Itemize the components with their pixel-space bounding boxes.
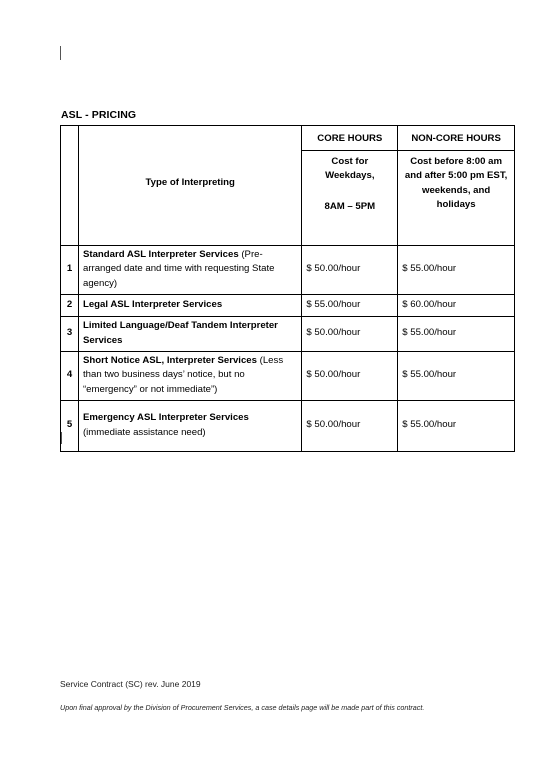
header-noncore-line1: Cost before 8:00 am <box>410 156 502 167</box>
service-description <box>78 351 301 400</box>
header-core-cost <box>302 151 398 246</box>
header-noncore-hours: NON-CORE HOURS <box>398 126 515 151</box>
pricing-table <box>60 125 515 452</box>
service-detail: (immediate assistance need) <box>82 426 206 438</box>
core-price: $ 50.00/hour <box>302 316 398 351</box>
core-price: $ 50.00/hour <box>302 400 398 451</box>
header-core-cost-line2: Weekdays, <box>325 170 375 182</box>
service-name: Standard ASL Interpreter Services <box>82 248 239 260</box>
table-row <box>61 351 515 400</box>
table-row <box>61 245 515 294</box>
service-detail: (Pre-arranged date and time with requesting State agency) <box>82 248 275 289</box>
header-core-hours: CORE HOURS <box>302 126 398 151</box>
row-number: 1 <box>61 245 79 294</box>
row-number: 5 <box>61 400 79 451</box>
core-price: $ 55.00/hour <box>302 294 398 316</box>
table-row <box>61 316 515 351</box>
core-price: $ 50.00/hour <box>302 245 398 294</box>
header-noncore-line2: and after 5:00 pm EST, <box>404 170 508 182</box>
header-type-of-interpreting: Type of Interpreting <box>78 151 301 246</box>
text-cursor-mark <box>60 46 61 60</box>
service-description <box>78 245 301 294</box>
header-type-blank <box>78 126 301 151</box>
service-detail: (Less than two business days’ notice, but no “emergency” or not immediate”) <box>82 354 284 395</box>
core-price: $ 50.00/hour <box>302 351 398 400</box>
section-title: ASL - PRICING <box>61 109 137 121</box>
table-header-row <box>61 151 515 246</box>
row-number: 4 <box>61 351 79 400</box>
header-noncore-line3: weekends, and <box>421 184 491 196</box>
service-name: Short Notice ASL, Interpreter Services <box>82 354 257 366</box>
row-number: 3 <box>61 316 79 351</box>
footer-approval-note: Upon final approval by the Division of Procurement Services, a case details page will be made part of this contract. <box>60 703 425 712</box>
header-noncore-cost <box>398 151 515 246</box>
noncore-price: $ 55.00/hour <box>398 245 515 294</box>
service-description <box>78 400 301 451</box>
table-header-group-row <box>61 126 515 151</box>
table-row <box>61 400 515 451</box>
noncore-price: $ 55.00/hour <box>398 400 515 451</box>
service-name: Legal ASL Interpreter Services <box>82 298 223 310</box>
noncore-price: $ 55.00/hour <box>398 316 515 351</box>
noncore-price: $ 55.00/hour <box>398 351 515 400</box>
noncore-price: $ 60.00/hour <box>398 294 515 316</box>
service-description <box>78 316 301 351</box>
header-noncore-line4: holidays <box>436 199 476 211</box>
row-number: 2 <box>61 294 79 316</box>
header-core-cost-line1: Cost for <box>331 156 369 167</box>
footer-contract-revision: Service Contract (SC) rev. June 2019 <box>60 679 201 689</box>
table-row <box>61 294 515 316</box>
header-num-cell <box>61 126 79 246</box>
header-core-hours-range: 8AM – 5PM <box>324 200 376 212</box>
service-name: Emergency ASL Interpreter Services <box>82 412 249 424</box>
service-name: Limited Language/Deaf Tandem Interpreter Services <box>82 320 278 346</box>
service-description <box>78 294 301 316</box>
